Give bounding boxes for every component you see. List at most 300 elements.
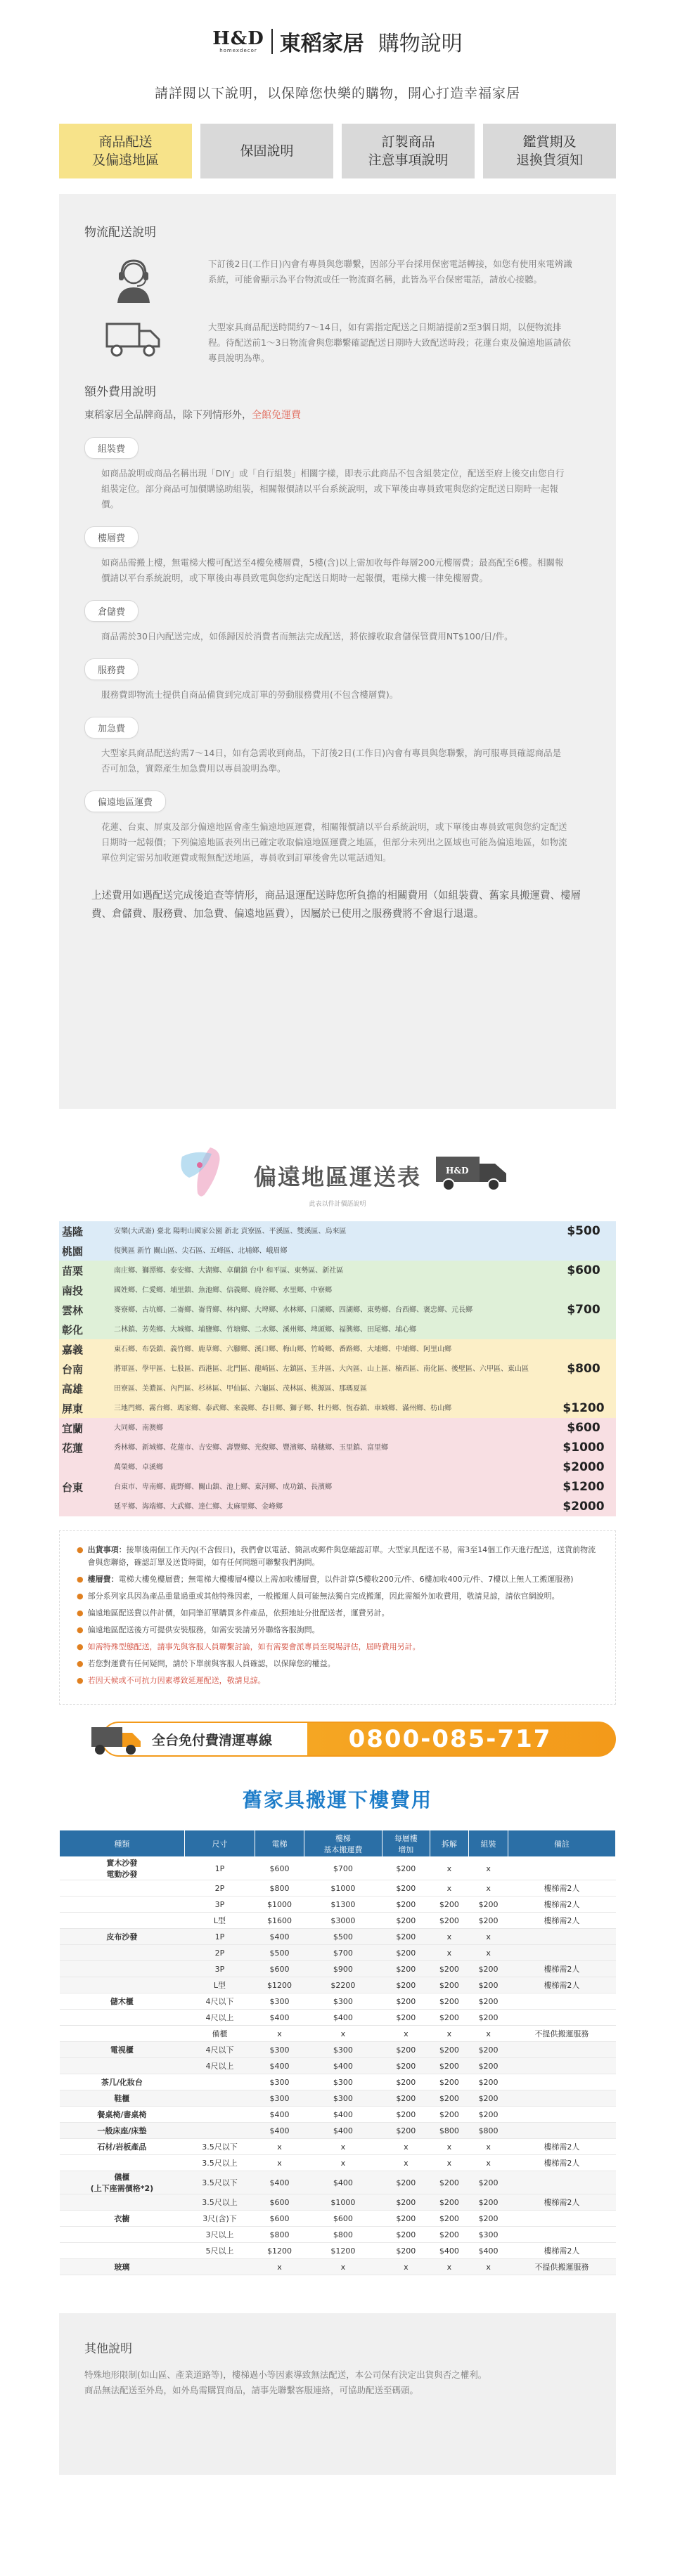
fare-towns: 將軍區、學甲區、七股區、西港區、北門區、龍崎區、左鎮區、玉井區、大內區、山上區、楠西區、南化區、後壁區、六甲區、東山區 xyxy=(114,1365,529,1373)
moving-cell: $400 xyxy=(469,2243,508,2259)
moving-cell: $300 xyxy=(304,2042,382,2058)
fare-towns: 延平鄉、海端鄉、大武鄉、達仁鄉、太麻里鄉、金峰鄉 xyxy=(114,1502,283,1511)
moving-cell: $200 xyxy=(430,2227,469,2243)
moving-cell: $200 xyxy=(469,2074,508,2090)
moving-cell: $400 xyxy=(304,2171,382,2194)
fee-text: 商品需於30日內配送完成，如係歸因於消費者而無法完成配送，將依據收取倉儲保管費用NT$100/日/件。 xyxy=(101,631,513,642)
moving-category xyxy=(60,2194,185,2211)
remote-note xyxy=(77,1624,598,1637)
fare-row xyxy=(59,1241,616,1261)
fare-city xyxy=(59,1497,111,1516)
moving-cell: $200 xyxy=(382,1945,430,1961)
moving-cell xyxy=(508,2042,615,2058)
moving-cell: $200 xyxy=(430,1993,469,2010)
moving-cell: $1200 xyxy=(255,1977,304,1993)
moving-cell: $1000 xyxy=(255,1897,304,1913)
moving-cell: 樓梯需2人 xyxy=(508,1961,615,1977)
moving-cell: x xyxy=(469,2026,508,2042)
moving-row xyxy=(60,2010,616,2026)
moving-fees-table xyxy=(59,1830,616,2275)
remote-note xyxy=(77,1590,598,1603)
fare-city: 桃園 xyxy=(62,1244,84,1258)
fee-text: 服務費即物流士提供自商品備貨到完成訂單的勞動服務費用(不包含樓層費)。 xyxy=(101,689,399,700)
moving-cell: 4尺以上 xyxy=(184,2058,255,2074)
moving-cell: $400 xyxy=(304,2123,382,2139)
fee-item-assembly xyxy=(84,437,591,512)
moving-cell: 備櫃 xyxy=(184,2026,255,2042)
moving-cell: x xyxy=(255,2259,304,2275)
moving-cell: $200 xyxy=(469,2010,508,2026)
remote-note-body: 若因天候或不可抗力因素導致延遲配送，敬請見諒。 xyxy=(87,1676,266,1685)
fare-row xyxy=(59,1398,616,1418)
fare-towns: 南庄鄉、獅潭鄉、泰安鄉、大湖鄉、卓蘭鎮 台中 和平區、東勢區、新社區 xyxy=(114,1266,344,1275)
moving-cell: $400 xyxy=(255,2058,304,2074)
moving-cell: $200 xyxy=(382,1857,430,1880)
moving-cell xyxy=(508,2058,615,2074)
moving-cell: x xyxy=(469,2259,508,2275)
moving-cell: $300 xyxy=(255,2090,304,2107)
moving-cell: $200 xyxy=(469,2194,508,2211)
moving-cell: x xyxy=(304,2026,382,2042)
moving-cell: $400 xyxy=(255,2123,304,2139)
fare-price: $1200 xyxy=(562,1480,605,1494)
tab-warranty[interactable] xyxy=(200,124,333,178)
moving-header-cell: 拆解 xyxy=(430,1830,469,1857)
moving-cell: $600 xyxy=(255,1857,304,1880)
fare-towns: 大同鄉、南澳鄉 xyxy=(114,1424,163,1432)
moving-cell: $800 xyxy=(469,2123,508,2139)
moving-cell: 3.5尺以下 xyxy=(184,2139,255,2155)
moving-category: 儲木櫃 xyxy=(60,1993,185,2010)
moving-category xyxy=(60,1945,185,1961)
moving-cell: $200 xyxy=(382,2074,430,2090)
moving-cell: 1P xyxy=(184,1929,255,1945)
fee-text: 大型家具商品配送約需7～14日，如有急需收到商品，下訂後2日(工作日)內會有專員與您聯繫，詢可服專員確認商品是否可加急，實際產生加急費用以專員說明為準。 xyxy=(101,748,562,774)
remote-note-body: 若您對運費有任何疑問，請於下單前與客服人員確認，以保障您的權益。 xyxy=(87,1659,335,1668)
remote-note-text xyxy=(88,1607,390,1620)
hotline-number[interactable]: 0800-085-717 xyxy=(348,1725,552,1753)
remote-note-label: 出貨事項： xyxy=(87,1545,127,1554)
moving-cell: $1000 xyxy=(304,2194,382,2211)
moving-row xyxy=(60,2155,616,2171)
moving-cell: $400 xyxy=(304,2107,382,2123)
bullet-icon: ● xyxy=(77,1659,84,1668)
moving-header-cell: 電梯 xyxy=(255,1830,304,1857)
moving-cell: 3.5尺以上 xyxy=(184,2194,255,2211)
moving-cell: $200 xyxy=(430,2171,469,2194)
fee-label: 組裝費 xyxy=(84,437,139,459)
remote-subtitle: 此表以件計價語說明 xyxy=(309,1201,366,1208)
moving-fees-title: 舊家具搬運下樓費用 xyxy=(242,1788,432,1811)
moving-cell: $600 xyxy=(304,2211,382,2227)
fare-price xyxy=(551,1339,616,1359)
moving-row xyxy=(60,2227,616,2243)
remote-note-text xyxy=(88,1641,420,1653)
hotline-label: 全台免付費清運專線 xyxy=(152,1732,273,1748)
moving-row xyxy=(60,2123,616,2139)
fare-towns: 麥寮鄉、古坑鄉、二崙鄉、崙背鄉、林內鄉、大埤鄉、水林鄉、口湖鄉、四湖鄉、東勢鄉、台西鄉、褒忠鄉、元長鄉 xyxy=(114,1306,472,1314)
moving-cell: $200 xyxy=(469,2107,508,2123)
moving-category xyxy=(60,2243,185,2259)
moving-header-cell: 樓梯 基本搬運費 xyxy=(304,1830,382,1857)
moving-category xyxy=(60,1913,185,1929)
fee-text: 花蓮、台東、屏東及部分偏遠地區會產生偏遠地區運費，相關報價請以平台系統說明，或下單後由專員致電與您約定配送日期時一起報價；下列偏遠地區表列出已確定收取偏遠地區運費之地區，但部分未列出之區域也可能為偏遠地區，如物流單位判定需另加收運費或報無配送地區，專員收到訂單後會先以電話通知。 xyxy=(101,821,567,863)
fare-row xyxy=(59,1339,616,1359)
moving-row xyxy=(60,2139,616,2155)
moving-cell: $800 xyxy=(430,2123,469,2139)
delivery-text: 下訂後2日(工作日)內會有專員與您聯繫，因部分平台採用保密電話轉接，如您有使用來電辨識系統，可能會顯示為平台物流或任一物流商名稱，此皆為平台保密電話，請放心接聽。 xyxy=(208,259,572,285)
logo-divider xyxy=(271,29,273,54)
tab-label: 商品配送 及偏遠地區 xyxy=(91,134,159,168)
moving-cell: $700 xyxy=(304,1857,382,1880)
moving-row xyxy=(60,1993,616,2010)
delivery-content xyxy=(59,194,616,1109)
moving-category xyxy=(60,2026,185,2042)
moving-cell: $400 xyxy=(304,2058,382,2074)
moving-cell xyxy=(508,2090,615,2107)
fare-towns: 三地門鄉、霧台鄉、瑪家鄉、泰武鄉、來義鄉、春日鄉、獅子鄉、牡丹鄉、恆春鎮、車城鄉、滿州鄉、枋山鄉 xyxy=(114,1404,451,1412)
moving-cell: $200 xyxy=(382,2227,430,2243)
moving-category: 皮布沙發 xyxy=(60,1929,185,1945)
remote-note-text xyxy=(88,1658,335,1670)
logo-mark xyxy=(212,30,264,53)
fare-price: $700 xyxy=(567,1303,600,1317)
moving-cell: $200 xyxy=(382,2058,430,2074)
moving-category: 茶几/化妝台 xyxy=(60,2074,185,2090)
fare-price: $1200 xyxy=(562,1401,605,1415)
moving-cell: x xyxy=(255,2155,304,2171)
fare-price: $500 xyxy=(567,1224,600,1238)
moving-cell: $400 xyxy=(430,2243,469,2259)
remote-note-body: 偏遠地區配送費以件計價，如同筆訂單購買多件產品，依照地址分批配送者，運費另計。 xyxy=(87,1608,390,1618)
moving-cell: x xyxy=(255,2139,304,2155)
fare-towns: 台東市、卑南鄉、鹿野鄉、關山鎮、池上鄉、東河鄉、成功鎮、長濱鄉 xyxy=(114,1483,332,1491)
moving-cell: $200 xyxy=(430,2211,469,2227)
tab-custom-order[interactable] xyxy=(342,124,475,178)
moving-row xyxy=(60,2074,616,2090)
moving-cell: $200 xyxy=(382,1880,430,1897)
moving-cell: x xyxy=(430,1857,469,1880)
svg-text:H&D: H&D xyxy=(446,1166,469,1176)
moving-cell: $200 xyxy=(382,2194,430,2211)
tab-delivery[interactable] xyxy=(59,124,192,178)
extra-fees-intro xyxy=(84,408,591,422)
fee-item-service xyxy=(84,658,591,703)
moving-cell: 4尺以上 xyxy=(184,2010,255,2026)
fare-city: 嘉義 xyxy=(62,1343,84,1356)
moving-cell: $200 xyxy=(382,2107,430,2123)
moving-cell xyxy=(508,1993,615,2010)
fare-city: 南投 xyxy=(62,1284,84,1297)
moving-cell: $400 xyxy=(255,2171,304,2194)
moving-row xyxy=(60,2090,616,2107)
bullet-icon: ● xyxy=(77,1575,84,1584)
moving-cell: $200 xyxy=(469,2090,508,2107)
moving-cell: $200 xyxy=(382,2042,430,2058)
moving-cell: 樓梯需2人 xyxy=(508,1880,615,1897)
moving-row xyxy=(60,2171,616,2194)
fare-city: 雲林 xyxy=(62,1303,84,1317)
moving-cell: $200 xyxy=(469,1977,508,1993)
fee-item-rush xyxy=(84,717,591,776)
delivery-truck-icon xyxy=(84,320,183,359)
fare-city: 台東 xyxy=(62,1481,84,1494)
moving-cell: 3P xyxy=(184,1961,255,1977)
moving-category: 石材/岩板產品 xyxy=(60,2139,185,2155)
moving-cell xyxy=(508,2107,615,2123)
moving-category: 玻璃 xyxy=(60,2259,185,2275)
moving-cell: 2P xyxy=(184,1945,255,1961)
moving-cell xyxy=(184,2074,255,2090)
remote-note-text xyxy=(88,1624,320,1637)
fee-label: 倉儲費 xyxy=(84,600,139,622)
page-title: 購物說明 xyxy=(378,32,463,56)
tab-returns[interactable] xyxy=(483,124,616,178)
moving-cell: $500 xyxy=(255,1945,304,1961)
moving-row xyxy=(60,2058,616,2074)
fare-row xyxy=(59,1438,616,1457)
fare-towns: 國姓鄉、仁愛鄉、埔里鎮、魚池鄉、信義鄉、鹿谷鄉、水里鄉、中寮鄉 xyxy=(114,1286,332,1294)
moving-cell: $200 xyxy=(382,2171,430,2194)
moving-cell: $3000 xyxy=(304,1913,382,1929)
logo-mark-text: H&D xyxy=(212,28,264,49)
fare-towns: 安樂(大武崙) 臺北 陽明山國家公園 新北 貢寮區、平溪區、雙溪區、烏來區 xyxy=(114,1227,347,1235)
fee-label: 樓層費 xyxy=(84,526,139,548)
moving-cell: 3.5尺以上 xyxy=(184,2155,255,2171)
moving-header-cell: 備註 xyxy=(508,1830,615,1857)
moving-row xyxy=(60,1857,616,1880)
fee-text: 如商品需搬上樓，無電梯大樓可配送至4樓免樓層費，5樓(含)以上需加收每件每層200元樓層費；最高配至6樓。相關報價請以平台系統說明，或下單後由專員致電與您約定配送日期時一起報價，電梯大樓一律免樓層費。 xyxy=(101,557,564,583)
remote-note-body: 接單後兩個工作天內(不含假日)，我們會以電話、簡訊或郵件與您確認訂單。大型家具配送不易，需3至14個工作天進行配送，送貨前物流會與您聯絡，確認訂單及送貨時間，如有任何問題可聯繫我們詢問。 xyxy=(87,1545,596,1567)
moving-row xyxy=(60,1977,616,1993)
moving-row xyxy=(60,1961,616,1977)
fare-city: 花蓮 xyxy=(62,1441,84,1455)
fare-row xyxy=(59,1457,616,1477)
moving-cell: x xyxy=(430,2026,469,2042)
delivery-item xyxy=(84,320,591,366)
moving-cell: 樓梯需2人 xyxy=(508,2243,615,2259)
moving-cell: $200 xyxy=(469,2171,508,2194)
moving-cell xyxy=(184,2107,255,2123)
moving-cell: $300 xyxy=(255,2042,304,2058)
fare-row xyxy=(59,1497,616,1516)
moving-cell: $300 xyxy=(469,2227,508,2243)
moving-cell: x xyxy=(304,2259,382,2275)
moving-cell: $200 xyxy=(430,2010,469,2026)
remote-fare-table xyxy=(59,1221,616,1516)
moving-cell xyxy=(508,1929,615,1945)
moving-cell: $600 xyxy=(255,2194,304,2211)
moving-cell: $300 xyxy=(304,2074,382,2090)
moving-cell: $200 xyxy=(382,2243,430,2259)
moving-cell: $500 xyxy=(304,1929,382,1945)
fare-city: 高雄 xyxy=(62,1382,84,1396)
remote-header xyxy=(59,1130,616,1221)
moving-cell: x xyxy=(469,2139,508,2155)
hotline-bar xyxy=(101,1722,616,1757)
fee-text: 如商品說明或商品名稱出現「DIY」或「自行組裝」相關字樣，即表示此商品不包含組裝定位，配送至府上後交由您自行組裝定位。部分商品可加價購協助組裝，相關報價請以平台系統說明，或下單後由專員致電與您約定配送日期時一起報價。 xyxy=(101,468,565,509)
moving-cell xyxy=(508,2123,615,2139)
remote-note-text xyxy=(88,1674,266,1687)
moving-cell: 不提供搬運服務 xyxy=(508,2259,615,2275)
moving-cell: 4尺以下 xyxy=(184,1993,255,2010)
moving-cell: x xyxy=(430,2139,469,2155)
moving-cell: x xyxy=(255,2026,304,2042)
moving-cell: $1600 xyxy=(255,1913,304,1929)
fee-label: 服務費 xyxy=(84,658,139,680)
moving-cell: $200 xyxy=(430,2058,469,2074)
moving-cell xyxy=(184,2090,255,2107)
moving-cell: x xyxy=(382,2139,430,2155)
moving-cell: x xyxy=(430,2259,469,2275)
moving-cell: $200 xyxy=(382,1913,430,1929)
moving-cell: $800 xyxy=(255,2227,304,2243)
tab-label: 訂製商品 注意事項說明 xyxy=(368,134,449,168)
moving-cell: $200 xyxy=(430,2090,469,2107)
moving-row xyxy=(60,1929,616,1945)
moving-cell: x xyxy=(469,1945,508,1961)
customer-service-icon xyxy=(84,256,183,304)
fare-price xyxy=(551,1320,616,1339)
moving-cell: x xyxy=(469,1929,508,1945)
moving-header-cell: 每層樓 增加 xyxy=(382,1830,430,1857)
moving-row xyxy=(60,2243,616,2259)
moving-cell xyxy=(508,1857,615,1880)
moving-category: 衣櫥 xyxy=(60,2211,185,2227)
moving-cell: $200 xyxy=(430,1961,469,1977)
moving-cell: $200 xyxy=(430,1913,469,1929)
remote-note-body: 如需特殊型態配送，請事先與客服人員聯繫討論，如有需要會派專員至現場評估，屆時費用另計。 xyxy=(87,1642,420,1651)
fare-row xyxy=(59,1379,616,1398)
moving-truck-icon xyxy=(87,1717,143,1759)
remote-note-text xyxy=(88,1544,598,1569)
moving-category: 鞋櫃 xyxy=(60,2090,185,2107)
moving-cell xyxy=(508,2171,615,2194)
moving-cell: $200 xyxy=(382,2123,430,2139)
moving-cell: $300 xyxy=(304,1993,382,2010)
brand-name: 東稻家居 xyxy=(279,32,364,56)
fare-row xyxy=(59,1280,616,1300)
moving-cell: $600 xyxy=(255,2211,304,2227)
bullet-icon: ● xyxy=(77,1676,84,1685)
moving-category xyxy=(60,1961,185,1977)
remote-title: 偏遠地區運送表 xyxy=(253,1164,421,1190)
moving-cell: $200 xyxy=(430,1977,469,1993)
extra-fees-title: 額外費用說明 xyxy=(84,385,156,399)
remote-note-body: 部分系列家具因為產品重量過重或其他特殊因素，一般搬運人員可能無法獨自完成搬運，因此需額外加收費用，敬請見諒，請依官網說明。 xyxy=(87,1592,560,1601)
moving-cell: L型 xyxy=(184,1913,255,1929)
bullet-icon: ● xyxy=(77,1642,84,1651)
moving-row xyxy=(60,1880,616,1897)
remote-note xyxy=(77,1607,598,1620)
fare-price: $600 xyxy=(567,1263,600,1277)
moving-cell: x xyxy=(430,1880,469,1897)
moving-cell: $300 xyxy=(304,2090,382,2107)
fare-row xyxy=(59,1477,616,1497)
bullet-icon: ● xyxy=(77,1592,84,1601)
moving-cell: 樓梯需2人 xyxy=(508,1897,615,1913)
moving-cell: 樓梯需2人 xyxy=(508,2194,615,2211)
moving-category: 儀櫃 (上下座需價格*2) xyxy=(60,2171,185,2194)
moving-cell: $1300 xyxy=(304,1897,382,1913)
moving-category xyxy=(60,2010,185,2026)
moving-cell: $200 xyxy=(382,2010,430,2026)
bullet-icon: ● xyxy=(77,1625,84,1634)
moving-cell xyxy=(508,2211,615,2227)
remote-note xyxy=(77,1674,598,1687)
fare-price: $800 xyxy=(567,1362,600,1376)
moving-cell xyxy=(508,2010,615,2026)
moving-cell: $400 xyxy=(255,2107,304,2123)
fees-note: 上述費用如遇配送完成後追查等情形，商品退運配送時您所負擔的相關費用（如組裝費、舊家具搬運費、樓層費、倉儲費、服務費、加急費、偏遠地區費），因屬於已使用之服務費將不會退行退還。 xyxy=(91,890,581,920)
moving-cell: $200 xyxy=(469,2211,508,2227)
tab-label: 保固說明 xyxy=(240,143,294,159)
fare-towns: 二林鎮、芳苑鄉、大城鄉、埔鹽鄉、竹塘鄉、二水鄉、溪州鄉、埤頭鄉、福興鄉、田尾鄉、埔心鄉 xyxy=(114,1325,416,1334)
moving-cell: $400 xyxy=(255,2010,304,2026)
page-tagline: 請詳閱以下說明，以保障您快樂的購物，開心打造幸福家居 xyxy=(154,86,520,101)
fare-towns: 復興區 新竹 關山區、尖石區、五峰區、北埔鄉、峨眉鄉 xyxy=(114,1247,288,1255)
fare-row xyxy=(59,1320,616,1339)
moving-cell: $1000 xyxy=(304,1880,382,1897)
remote-area-section xyxy=(59,1130,616,1705)
remote-note xyxy=(77,1658,598,1670)
moving-cell: 4尺以下 xyxy=(184,2042,255,2058)
fare-price xyxy=(551,1379,616,1398)
moving-cell: 3P xyxy=(184,1897,255,1913)
other-text-1: 特殊地形限制(如山區、產業道路等)，樓梯過小等因素導致無法配送，本公司保有決定出貨與否之權利。 xyxy=(84,2369,487,2380)
moving-cell: L型 xyxy=(184,1977,255,1993)
fare-city: 苗栗 xyxy=(62,1264,84,1277)
moving-cell: $600 xyxy=(255,1961,304,1977)
moving-cell xyxy=(508,1945,615,1961)
moving-cell: 5尺以上 xyxy=(184,2243,255,2259)
moving-cell: x xyxy=(469,2155,508,2171)
fare-row xyxy=(59,1359,616,1379)
logo xyxy=(212,26,463,57)
bullet-icon: ● xyxy=(77,1608,84,1618)
moving-cell: x xyxy=(469,1857,508,1880)
free-shipping-highlight: 全館免運費 xyxy=(252,410,301,421)
fare-city: 屏東 xyxy=(62,1402,84,1415)
other-text-2: 商品無法配送至外島，如外島需購買商品，請事先聯繫客服連絡，可協助配送至碼頭。 xyxy=(84,2385,419,2395)
fare-row xyxy=(59,1261,616,1280)
remote-note xyxy=(77,1544,598,1569)
moving-cell: 3尺以上 xyxy=(184,2227,255,2243)
tab-bar xyxy=(0,124,675,178)
moving-cell xyxy=(184,2259,255,2275)
fare-towns: 田寮區、美濃區、內門區、杉林區、甲仙區、六龜區、茂林區、桃源區、那瑪夏區 xyxy=(114,1384,367,1393)
fee-label: 偏遠地區運費 xyxy=(84,791,166,812)
moving-row xyxy=(60,2194,616,2211)
moving-category: 餐桌椅/書桌椅 xyxy=(60,2107,185,2123)
moving-cell: x xyxy=(382,2026,430,2042)
moving-cell: 樓梯需2人 xyxy=(508,1913,615,1929)
moving-fees-section xyxy=(59,1830,616,2275)
header xyxy=(0,0,675,83)
moving-row xyxy=(60,2259,616,2275)
moving-cell: $1200 xyxy=(255,2243,304,2259)
moving-cell: $200 xyxy=(382,2211,430,2227)
fare-price: $2000 xyxy=(562,1460,605,1474)
fee-item-remote xyxy=(84,791,591,866)
fare-city: 基隆 xyxy=(62,1225,84,1238)
moving-cell: $400 xyxy=(304,2010,382,2026)
taiwan-map-icon xyxy=(168,1144,238,1200)
other-title: 其他說明 xyxy=(84,2342,132,2356)
fare-price xyxy=(551,1280,616,1300)
moving-cell: $200 xyxy=(469,2042,508,2058)
moving-cell: x xyxy=(469,1880,508,1897)
